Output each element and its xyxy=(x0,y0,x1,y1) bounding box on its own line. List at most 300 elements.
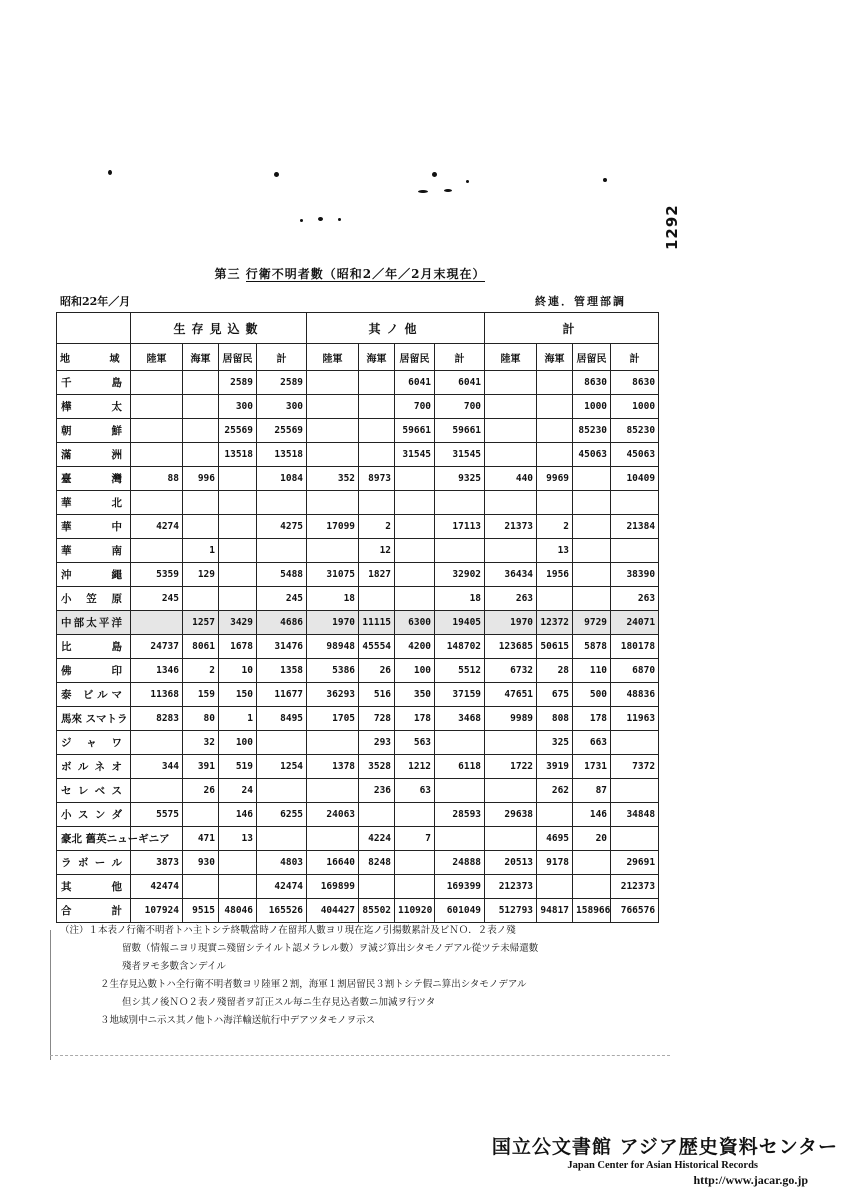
table-cell: 6041 xyxy=(435,371,485,395)
table-cell: 29638 xyxy=(485,803,537,827)
table-row xyxy=(57,635,659,659)
table-cell: 5575 xyxy=(131,803,183,827)
column-header: 計 xyxy=(611,344,659,371)
header-total: 計 xyxy=(485,313,659,344)
table-cell xyxy=(573,563,611,587)
table-cell: 5359 xyxy=(131,563,183,587)
table-cell: 6118 xyxy=(435,755,485,779)
table-cell xyxy=(307,371,359,395)
table-cell: 32902 xyxy=(435,563,485,587)
table-cell xyxy=(183,587,219,611)
table-cell: 48836 xyxy=(611,683,659,707)
total-cell: 165526 xyxy=(257,899,307,923)
table-cell: 100 xyxy=(395,659,435,683)
table-cell: 300 xyxy=(219,395,257,419)
table-cell: 1346 xyxy=(131,659,183,683)
table-row xyxy=(57,875,659,899)
table-cell xyxy=(131,731,183,755)
table-cell xyxy=(219,515,257,539)
table-cell: 42474 xyxy=(131,875,183,899)
region-name: 華南 xyxy=(57,539,131,563)
table-cell: 1970 xyxy=(485,611,537,635)
table-row xyxy=(57,731,659,755)
table-cell: 129 xyxy=(183,563,219,587)
table-cell: 996 xyxy=(183,467,219,491)
total-cell: 94817 xyxy=(537,899,573,923)
table-cell: 87 xyxy=(573,779,611,803)
page-number: 1292 xyxy=(663,204,681,250)
table-cell: 6255 xyxy=(257,803,307,827)
table-cell: 159 xyxy=(183,683,219,707)
table-cell xyxy=(307,731,359,755)
table-cell: 1705 xyxy=(307,707,359,731)
table-cell: 3873 xyxy=(131,851,183,875)
table-cell xyxy=(219,587,257,611)
table-cell: 1722 xyxy=(485,755,537,779)
table-cell: 3528 xyxy=(359,755,395,779)
table-cell xyxy=(485,779,537,803)
table-cell: 18 xyxy=(435,587,485,611)
table-cell xyxy=(395,515,435,539)
table-cell xyxy=(307,443,359,467)
table-row xyxy=(57,371,659,395)
table-cell xyxy=(183,875,219,899)
table-cell: 100 xyxy=(219,731,257,755)
table-cell xyxy=(537,395,573,419)
table-cell: 663 xyxy=(573,731,611,755)
document-title xyxy=(190,265,510,282)
table-row xyxy=(57,419,659,443)
header-blank xyxy=(57,313,131,344)
table-cell: 9989 xyxy=(485,707,537,731)
table-cell: 471 xyxy=(183,827,219,851)
table-cell xyxy=(257,731,307,755)
table-cell xyxy=(183,443,219,467)
table-cell: 8630 xyxy=(573,371,611,395)
table-cell: 12 xyxy=(359,539,395,563)
table-cell: 4274 xyxy=(131,515,183,539)
table-cell xyxy=(183,371,219,395)
table-cell xyxy=(573,515,611,539)
table-cell xyxy=(573,467,611,491)
region-name: 豪北 舊英ニューギニア xyxy=(57,827,131,851)
total-cell: 601049 xyxy=(435,899,485,923)
column-header-region: 地 域 xyxy=(57,344,131,371)
table-cell: 352 xyxy=(307,467,359,491)
jacar-english-name: Japan Center for Asian Historical Records xyxy=(567,1160,758,1171)
note-line: ２生存見込數トハ全行衛不明者數ヨリ陸軍２割，海軍１割居留民３割トシテ假ニ算出シタモノデアル xyxy=(100,979,527,990)
column-header: 居留民 xyxy=(219,344,257,371)
column-header: 計 xyxy=(435,344,485,371)
table-cell: 85230 xyxy=(573,419,611,443)
table-cell: 11677 xyxy=(257,683,307,707)
table-cell: 3429 xyxy=(219,611,257,635)
table-cell xyxy=(183,515,219,539)
column-header: 陸軍 xyxy=(307,344,359,371)
table-cell xyxy=(131,539,183,563)
table-cell xyxy=(307,419,359,443)
table-cell xyxy=(359,491,395,515)
table-cell xyxy=(183,419,219,443)
table-cell xyxy=(307,779,359,803)
table-cell: 12372 xyxy=(537,611,573,635)
table-cell xyxy=(131,371,183,395)
table-cell: 6732 xyxy=(485,659,537,683)
table-cell xyxy=(485,827,537,851)
table-cell: 19405 xyxy=(435,611,485,635)
table-cell: 24888 xyxy=(435,851,485,875)
table-cell xyxy=(183,803,219,827)
region-name: 臺灣 xyxy=(57,467,131,491)
table-cell: 2589 xyxy=(219,371,257,395)
total-row xyxy=(57,899,659,923)
table-cell: 9325 xyxy=(435,467,485,491)
table-cell xyxy=(435,731,485,755)
table-cell xyxy=(537,371,573,395)
table-row xyxy=(57,755,659,779)
table-cell xyxy=(219,491,257,515)
table-cell: 8248 xyxy=(359,851,395,875)
region-name: セレベス xyxy=(57,779,131,803)
table-cell: 1084 xyxy=(257,467,307,491)
table-cell: 148702 xyxy=(435,635,485,659)
table-row xyxy=(57,683,659,707)
table-cell xyxy=(537,443,573,467)
table-cell: 440 xyxy=(485,467,537,491)
total-cell: 404427 xyxy=(307,899,359,923)
table-cell xyxy=(307,491,359,515)
note-line: ３地域別中ニ示ス其ノ他トハ海洋輸送航行中デアツタモノヲ示ス xyxy=(100,1015,376,1026)
table-row xyxy=(57,467,659,491)
table-cell: 700 xyxy=(435,395,485,419)
table-cell: 344 xyxy=(131,755,183,779)
table-cell: 16640 xyxy=(307,851,359,875)
region-name: 泰 ビルマ xyxy=(57,683,131,707)
table-cell xyxy=(257,827,307,851)
table-cell: 245 xyxy=(131,587,183,611)
total-cell: 9515 xyxy=(183,899,219,923)
table-cell: 29691 xyxy=(611,851,659,875)
table-cell: 6041 xyxy=(395,371,435,395)
table-row xyxy=(57,659,659,683)
table-cell xyxy=(257,779,307,803)
department: 終連．管理部調 xyxy=(535,295,626,308)
column-header: 陸軍 xyxy=(485,344,537,371)
table-cell xyxy=(611,539,659,563)
table-cell: 700 xyxy=(395,395,435,419)
table-cell: 10409 xyxy=(611,467,659,491)
region-name: 樺太 xyxy=(57,395,131,419)
table-cell xyxy=(573,491,611,515)
table-cell: 3468 xyxy=(435,707,485,731)
table-cell: 178 xyxy=(395,707,435,731)
table-cell: 7372 xyxy=(611,755,659,779)
table-cell: 4224 xyxy=(359,827,395,851)
table-cell xyxy=(485,491,537,515)
table-cell xyxy=(183,491,219,515)
table-cell xyxy=(573,587,611,611)
table-cell xyxy=(131,491,183,515)
table-cell: 212373 xyxy=(611,875,659,899)
table-cell: 17113 xyxy=(435,515,485,539)
table-cell: 45063 xyxy=(573,443,611,467)
region-name: 小スンダ xyxy=(57,803,131,827)
table-cell: 59661 xyxy=(435,419,485,443)
table-cell: 50615 xyxy=(537,635,573,659)
table-cell xyxy=(359,443,395,467)
table-cell xyxy=(395,491,435,515)
table-cell: 9969 xyxy=(537,467,573,491)
missing-persons-table xyxy=(56,312,658,917)
total-cell: 158966 xyxy=(573,899,611,923)
note-line: （注）１本表ノ行衛不明者トハ主トシテ終戰當時ノ在留邦人數ヨリ現在迄ノ引揚數累計及ビＮＯ．２表ノ殘 xyxy=(60,925,516,936)
table-cell: 24063 xyxy=(307,803,359,827)
table-cell: 245 xyxy=(257,587,307,611)
margin-line xyxy=(50,930,51,1060)
table-cell: 24737 xyxy=(131,635,183,659)
table-cell xyxy=(131,779,183,803)
table-cell xyxy=(537,803,573,827)
table-cell: 180178 xyxy=(611,635,659,659)
table-cell: 1358 xyxy=(257,659,307,683)
jacar-watermark xyxy=(478,1132,838,1188)
jacar-japanese-name: 国立公文書館 アジア歴史資料センター xyxy=(491,1136,838,1158)
table-cell xyxy=(395,851,435,875)
column-header: 居留民 xyxy=(573,344,611,371)
note-line: 殘者ヲモ多數含ンデイル xyxy=(122,961,226,972)
table-row xyxy=(57,563,659,587)
region-name: 沖繩 xyxy=(57,563,131,587)
table-cell: 13518 xyxy=(219,443,257,467)
table-cell: 28 xyxy=(537,659,573,683)
table-cell: 20 xyxy=(573,827,611,851)
table-cell xyxy=(257,491,307,515)
table-cell xyxy=(183,395,219,419)
region-name: 其他 xyxy=(57,875,131,899)
table-cell xyxy=(395,539,435,563)
region-name: ジャワ xyxy=(57,731,131,755)
table-cell: 38390 xyxy=(611,563,659,587)
table-row xyxy=(57,491,659,515)
table-cell: 47651 xyxy=(485,683,537,707)
table-cell xyxy=(395,587,435,611)
table-cell: 1827 xyxy=(359,563,395,587)
total-cell: 110920 xyxy=(395,899,435,923)
table-cell: 34848 xyxy=(611,803,659,827)
table-cell: 178 xyxy=(573,707,611,731)
table-cell xyxy=(573,539,611,563)
table-cell: 4695 xyxy=(537,827,573,851)
table-cell: 17099 xyxy=(307,515,359,539)
table-cell: 6300 xyxy=(395,611,435,635)
table-cell xyxy=(573,851,611,875)
table-cell xyxy=(435,779,485,803)
table-row xyxy=(57,803,659,827)
table-cell xyxy=(435,539,485,563)
table-cell: 9729 xyxy=(573,611,611,635)
table-cell: 169899 xyxy=(307,875,359,899)
column-header: 居留民 xyxy=(395,344,435,371)
table-cell: 4686 xyxy=(257,611,307,635)
total-cell: 766576 xyxy=(611,899,659,923)
region-name: 中部太平洋 xyxy=(57,611,131,635)
table-cell: 63 xyxy=(395,779,435,803)
header-survival: 生存見込數 xyxy=(131,313,307,344)
table-cell: 11368 xyxy=(131,683,183,707)
table-cell: 808 xyxy=(537,707,573,731)
table-cell xyxy=(359,371,395,395)
header-group-row xyxy=(57,313,659,344)
table-cell: 1378 xyxy=(307,755,359,779)
table-cell: 1 xyxy=(183,539,219,563)
table-cell: 1212 xyxy=(395,755,435,779)
table-cell: 325 xyxy=(537,731,573,755)
table-cell: 350 xyxy=(395,683,435,707)
table-cell: 4803 xyxy=(257,851,307,875)
table-row xyxy=(57,539,659,563)
table-cell xyxy=(485,371,537,395)
table-cell xyxy=(485,395,537,419)
table-cell xyxy=(485,443,537,467)
table-cell xyxy=(537,587,573,611)
table-cell: 519 xyxy=(219,755,257,779)
table-cell xyxy=(537,491,573,515)
total-label: 合計 xyxy=(57,899,131,923)
table-cell: 1257 xyxy=(183,611,219,635)
table-cell: 36434 xyxy=(485,563,537,587)
region-name: 華北 xyxy=(57,491,131,515)
table-cell: 98948 xyxy=(307,635,359,659)
table-cell: 3919 xyxy=(537,755,573,779)
table-cell: 1 xyxy=(219,707,257,731)
table-cell: 1970 xyxy=(307,611,359,635)
table-cell: 5488 xyxy=(257,563,307,587)
table-cell xyxy=(219,467,257,491)
table-cell: 37159 xyxy=(435,683,485,707)
table-cell xyxy=(219,851,257,875)
table-row xyxy=(57,707,659,731)
region-name: ラボール xyxy=(57,851,131,875)
table-cell: 293 xyxy=(359,731,395,755)
table-cell: 32 xyxy=(183,731,219,755)
table-cell xyxy=(611,827,659,851)
table-cell xyxy=(359,587,395,611)
table-cell: 21384 xyxy=(611,515,659,539)
table-row xyxy=(57,443,659,467)
table-cell xyxy=(395,563,435,587)
table-cell: 500 xyxy=(573,683,611,707)
table-cell: 8630 xyxy=(611,371,659,395)
table-cell: 146 xyxy=(219,803,257,827)
total-cell: 107924 xyxy=(131,899,183,923)
table-body xyxy=(57,371,659,923)
note-line: 但シ其ノ後ＮＯ２表ノ殘留者ヲ訂正スル毎ニ生存見込者數ニ加減ヲ行ツタ xyxy=(122,997,436,1008)
table-cell: 9178 xyxy=(537,851,573,875)
table-cell xyxy=(131,611,183,635)
table-row xyxy=(57,611,659,635)
total-cell: 85502 xyxy=(359,899,395,923)
table-cell: 31545 xyxy=(395,443,435,467)
table-cell xyxy=(573,875,611,899)
table-cell: 8283 xyxy=(131,707,183,731)
table-cell: 262 xyxy=(537,779,573,803)
region-name: 佛印 xyxy=(57,659,131,683)
table-cell: 24 xyxy=(219,779,257,803)
table-cell: 45554 xyxy=(359,635,395,659)
table-cell xyxy=(485,419,537,443)
table-cell xyxy=(611,779,659,803)
column-header: 海軍 xyxy=(359,344,395,371)
table-cell: 31075 xyxy=(307,563,359,587)
table-cell: 26 xyxy=(183,779,219,803)
region-name: ボルネオ xyxy=(57,755,131,779)
table-cell xyxy=(219,875,257,899)
table-cell xyxy=(485,731,537,755)
table-cell: 150 xyxy=(219,683,257,707)
column-header: 海軍 xyxy=(183,344,219,371)
table-cell: 6870 xyxy=(611,659,659,683)
table-cell: 146 xyxy=(573,803,611,827)
table-cell: 42474 xyxy=(257,875,307,899)
table-cell xyxy=(131,443,183,467)
table-cell xyxy=(307,395,359,419)
table-cell: 300 xyxy=(257,395,307,419)
table-cell: 1254 xyxy=(257,755,307,779)
table-cell: 236 xyxy=(359,779,395,803)
table-cell: 25569 xyxy=(257,419,307,443)
table-cell: 728 xyxy=(359,707,395,731)
table-cell: 2 xyxy=(359,515,395,539)
note-line: 留數（情報ニヨリ現實ニ殘留シテイルト認メラレル數）ヲ減ジ算出シタモノデアル從ツテ未帰還數 xyxy=(122,943,539,954)
table-cell xyxy=(435,827,485,851)
table-cell: 123685 xyxy=(485,635,537,659)
table-cell: 31476 xyxy=(257,635,307,659)
table-cell: 7 xyxy=(395,827,435,851)
table-row xyxy=(57,587,659,611)
table-cell xyxy=(359,395,395,419)
table-cell: 1678 xyxy=(219,635,257,659)
region-name: 華中 xyxy=(57,515,131,539)
table-cell xyxy=(131,395,183,419)
table-cell: 516 xyxy=(359,683,395,707)
table-row xyxy=(57,827,659,851)
region-name: 比島 xyxy=(57,635,131,659)
table-cell xyxy=(307,539,359,563)
table-cell xyxy=(395,875,435,899)
table-cell xyxy=(485,539,537,563)
table-cell: 13518 xyxy=(257,443,307,467)
region-name: 千島 xyxy=(57,371,131,395)
table-cell xyxy=(395,803,435,827)
table-cell: 169399 xyxy=(435,875,485,899)
table-cell xyxy=(537,419,573,443)
table-cell: 263 xyxy=(611,587,659,611)
table-cell: 8495 xyxy=(257,707,307,731)
table-cell: 930 xyxy=(183,851,219,875)
table-cell: 31545 xyxy=(435,443,485,467)
table-cell: 80 xyxy=(183,707,219,731)
table-cell: 1956 xyxy=(537,563,573,587)
table-cell: 25569 xyxy=(219,419,257,443)
table-cell xyxy=(307,827,359,851)
table-cell: 5878 xyxy=(573,635,611,659)
table-cell: 13 xyxy=(219,827,257,851)
table-row xyxy=(57,515,659,539)
footer-rule xyxy=(50,1055,670,1056)
table-cell xyxy=(131,419,183,443)
region-name: 朝鮮 xyxy=(57,419,131,443)
table-cell: 11115 xyxy=(359,611,395,635)
